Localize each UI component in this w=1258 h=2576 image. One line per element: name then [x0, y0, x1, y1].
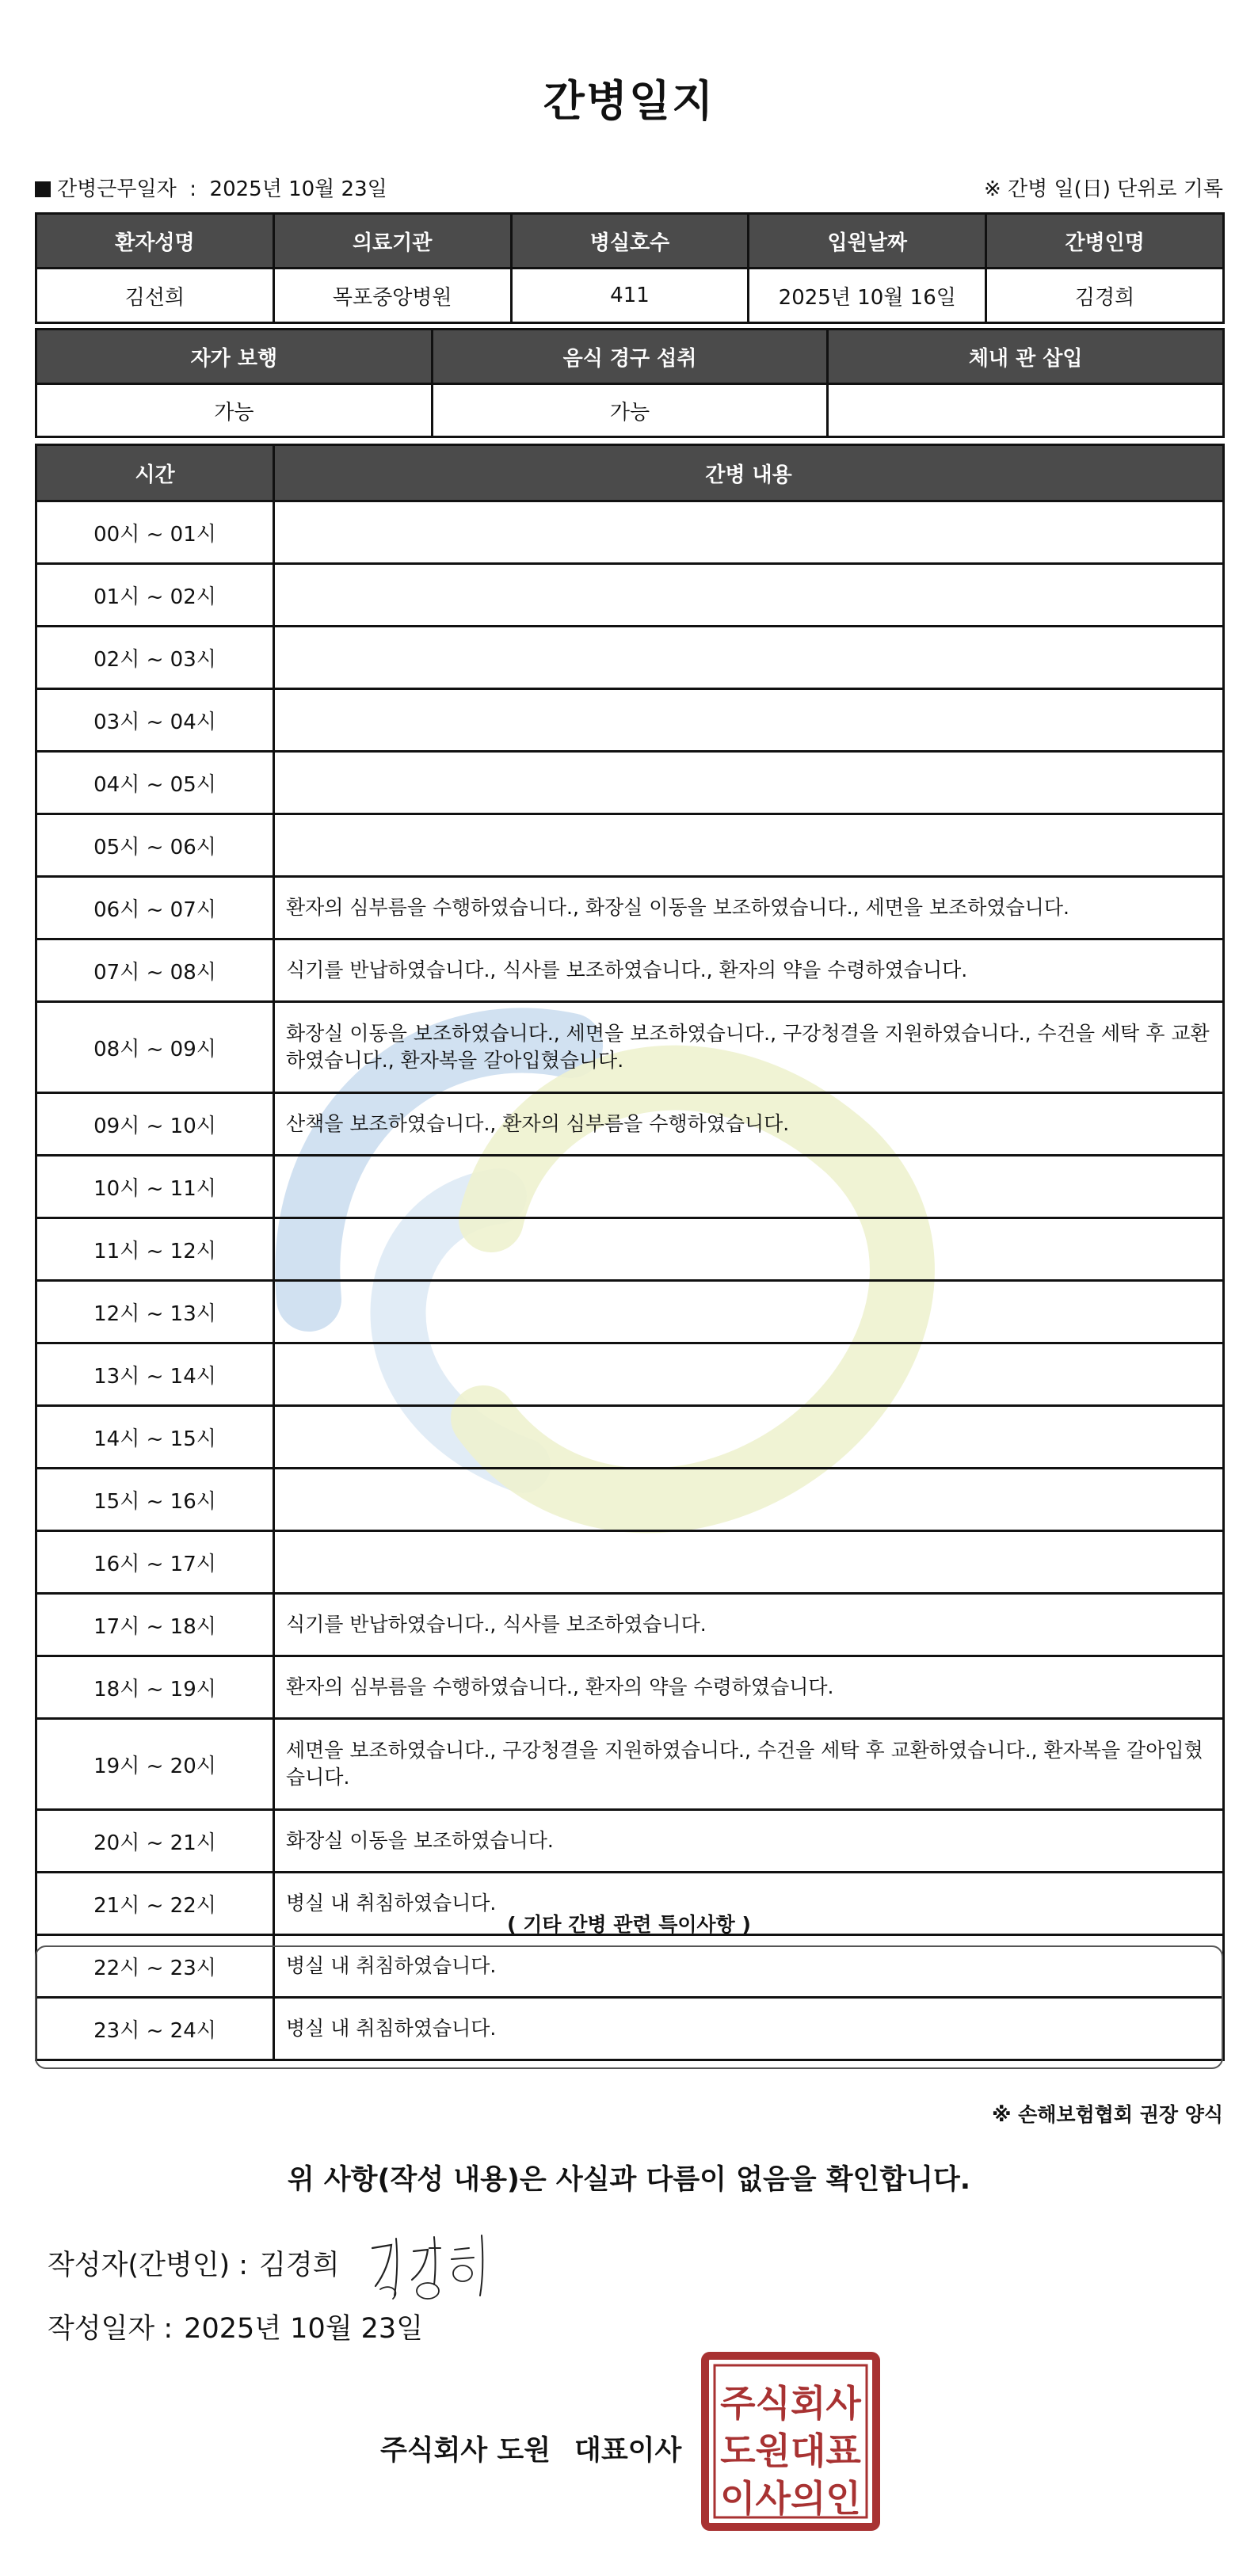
patient-status-table — [35, 328, 1225, 438]
log-time: 10시 ~ 11시 — [36, 1156, 274, 1218]
table-row — [36, 939, 1224, 1002]
log-note — [274, 1218, 1224, 1281]
log-time: 12시 ~ 13시 — [36, 1281, 274, 1343]
log-note: 식기를 반납하였습니다., 식사를 보조하였습니다. — [274, 1594, 1224, 1656]
log-time: 22시 ~ 23시 — [36, 1935, 274, 1998]
info-header: 환자성명 — [36, 214, 274, 269]
log-time: 02시 ~ 03시 — [36, 627, 274, 689]
company-seal-stamp-icon — [700, 2351, 881, 2532]
table-row — [36, 1218, 1224, 1281]
status-header: 자가 보행 — [36, 330, 433, 384]
log-time: 21시 ~ 22시 — [36, 1873, 274, 1935]
table-row — [36, 627, 1224, 689]
log-note — [274, 501, 1224, 564]
status-header: 음식 경구 섭취 — [432, 330, 828, 384]
log-note: 환자의 심부름을 수행하였습니다., 화장실 이동을 보조하였습니다., 세면을 보조하였습니다. — [274, 877, 1224, 939]
meta-row — [35, 173, 1223, 204]
table-row — [36, 1002, 1224, 1093]
info-header-row — [36, 214, 1224, 269]
log-header-row — [36, 445, 1224, 501]
log-time: 18시 ~ 19시 — [36, 1656, 274, 1719]
table-row — [36, 877, 1224, 939]
log-note: 식기를 반납하였습니다., 식사를 보조하였습니다., 환자의 약을 수령하였습니다. — [274, 939, 1224, 1002]
log-time: 04시 ~ 05시 — [36, 752, 274, 814]
oral-intake-status: 가능 — [432, 384, 828, 437]
info-header: 간병인명 — [986, 214, 1224, 269]
table-row — [36, 1093, 1224, 1156]
log-time: 06시 ~ 07시 — [36, 877, 274, 939]
table-row — [36, 1469, 1224, 1531]
log-time: 13시 ~ 14시 — [36, 1343, 274, 1406]
table-row — [36, 1531, 1224, 1594]
log-note — [274, 564, 1224, 627]
log-note — [274, 1281, 1224, 1343]
writer-line — [48, 2243, 340, 2283]
log-note — [274, 1156, 1224, 1218]
table-row — [36, 752, 1224, 814]
company-line — [380, 2429, 681, 2468]
written-date-line — [48, 2307, 423, 2346]
info-header: 병실호수 — [511, 214, 749, 269]
log-note: 병실 내 취침하였습니다. — [274, 1935, 1224, 1998]
log-note — [274, 1406, 1224, 1469]
form-note: ※ 손해보험협회 권장 양식 — [992, 2103, 1223, 2126]
writer-name: 김경희 — [259, 2250, 340, 2281]
info-value-row — [36, 269, 1224, 323]
patient-name: 김선희 — [36, 269, 274, 323]
log-note — [274, 627, 1224, 689]
log-note: 병실 내 취침하였습니다. — [274, 1998, 1224, 2060]
log-time: 17시 ~ 18시 — [36, 1594, 274, 1656]
confirmation-statement: 위 사항(작성 내용)은 사실과 다름이 없음을 확인합니다. — [287, 2164, 971, 2196]
log-time: 11시 ~ 12시 — [36, 1218, 274, 1281]
unit-note: ※ 간병 일(日) 단위로 기록 — [983, 177, 1223, 201]
log-time: 15시 ~ 16시 — [36, 1469, 274, 1531]
log-note — [274, 1531, 1224, 1594]
log-time: 23시 ~ 24시 — [36, 1998, 274, 2060]
log-time: 16시 ~ 17시 — [36, 1531, 274, 1594]
log-time: 08시 ~ 09시 — [36, 1002, 274, 1093]
walking-status: 가능 — [36, 384, 433, 437]
log-note — [274, 689, 1224, 752]
log-time: 00시 ~ 01시 — [36, 501, 274, 564]
log-time: 01시 ~ 02시 — [36, 564, 274, 627]
log-time: 03시 ~ 04시 — [36, 689, 274, 752]
table-row — [36, 689, 1224, 752]
admission-date: 2025년 10월 16일 — [749, 269, 986, 323]
hospital-name: 목포중앙병원 — [273, 269, 511, 323]
written-date-value: 2025년 10월 23일 — [184, 2313, 423, 2345]
work-date-value: 2025년 10월 23일 — [209, 177, 387, 201]
log-time: 20시 ~ 21시 — [36, 1810, 274, 1873]
special-notes-title: ( 기타 간병 관련 특이사항 ) — [507, 1913, 751, 1936]
status-header-row — [36, 330, 1224, 384]
seal-line: 이사의인 — [720, 2477, 861, 2520]
log-time: 09시 ~ 10시 — [36, 1093, 274, 1156]
table-row — [36, 1343, 1224, 1406]
log-time: 19시 ~ 20시 — [36, 1719, 274, 1810]
time-column-header: 시간 — [36, 445, 274, 501]
table-row — [36, 1594, 1224, 1656]
special-notes-box — [35, 1945, 1223, 2069]
log-time: 07시 ~ 08시 — [36, 939, 274, 1002]
table-row — [36, 814, 1224, 877]
table-row — [36, 1281, 1224, 1343]
log-note: 산책을 보조하였습니다., 환자의 심부름을 수행하였습니다. — [274, 1093, 1224, 1156]
log-note — [274, 752, 1224, 814]
log-note: 화장실 이동을 보조하였습니다., 세면을 보조하였습니다., 구강청결을 지원하였습니다., 수건을 세탁 후 교환하였습니다., 환자복을 갈아입혔습니다. — [274, 1002, 1224, 1093]
log-note — [274, 1469, 1224, 1531]
table-row — [36, 1406, 1224, 1469]
content-column-header: 간병 내용 — [274, 445, 1224, 501]
seal-line: 주식회사 — [720, 2382, 861, 2425]
log-note: 환자의 심부름을 수행하였습니다., 환자의 약을 수령하였습니다. — [274, 1656, 1224, 1719]
company-title: 대표이사 — [574, 2435, 682, 2467]
status-value-row — [36, 384, 1224, 437]
page-title: 간병일지 — [543, 76, 715, 126]
patient-info-table — [35, 212, 1225, 324]
log-note: 병실 내 취침하였습니다. — [274, 1873, 1224, 1935]
table-row — [36, 1156, 1224, 1218]
table-row — [36, 1656, 1224, 1719]
company-name: 주식회사 도원 — [380, 2435, 551, 2467]
writer-label: 작성자(간병인) : — [48, 2250, 249, 2281]
handwritten-signature-icon — [366, 2224, 509, 2304]
log-note: 화장실 이동을 보조하였습니다. — [274, 1810, 1224, 1873]
log-note — [274, 814, 1224, 877]
tube-status — [828, 384, 1224, 437]
seal-line: 도원대표 — [720, 2429, 861, 2472]
table-row — [36, 564, 1224, 627]
square-bullet-icon — [35, 181, 51, 197]
status-header: 체내 관 삽입 — [828, 330, 1224, 384]
info-header: 입원날짜 — [749, 214, 986, 269]
work-date: 간병근무일자 : 2025년 10월 23일 — [35, 173, 387, 202]
care-log-table — [35, 444, 1225, 2061]
log-note — [274, 1343, 1224, 1406]
log-note: 세면을 보조하였습니다., 구강청결을 지원하였습니다., 수건을 세탁 후 교환하였습니다., 환자복을 갈아입혔습니다. — [274, 1719, 1224, 1810]
log-time: 14시 ~ 15시 — [36, 1406, 274, 1469]
table-row — [36, 1810, 1224, 1873]
table-row — [36, 501, 1224, 564]
info-header: 의료기관 — [273, 214, 511, 269]
written-date-label: 작성일자 : — [48, 2313, 173, 2345]
log-time: 05시 ~ 06시 — [36, 814, 274, 877]
room-number: 411 — [511, 269, 749, 323]
table-row — [36, 1719, 1224, 1810]
work-date-label: 간병근무일자 — [57, 177, 177, 201]
caregiver-name: 김경희 — [986, 269, 1224, 323]
